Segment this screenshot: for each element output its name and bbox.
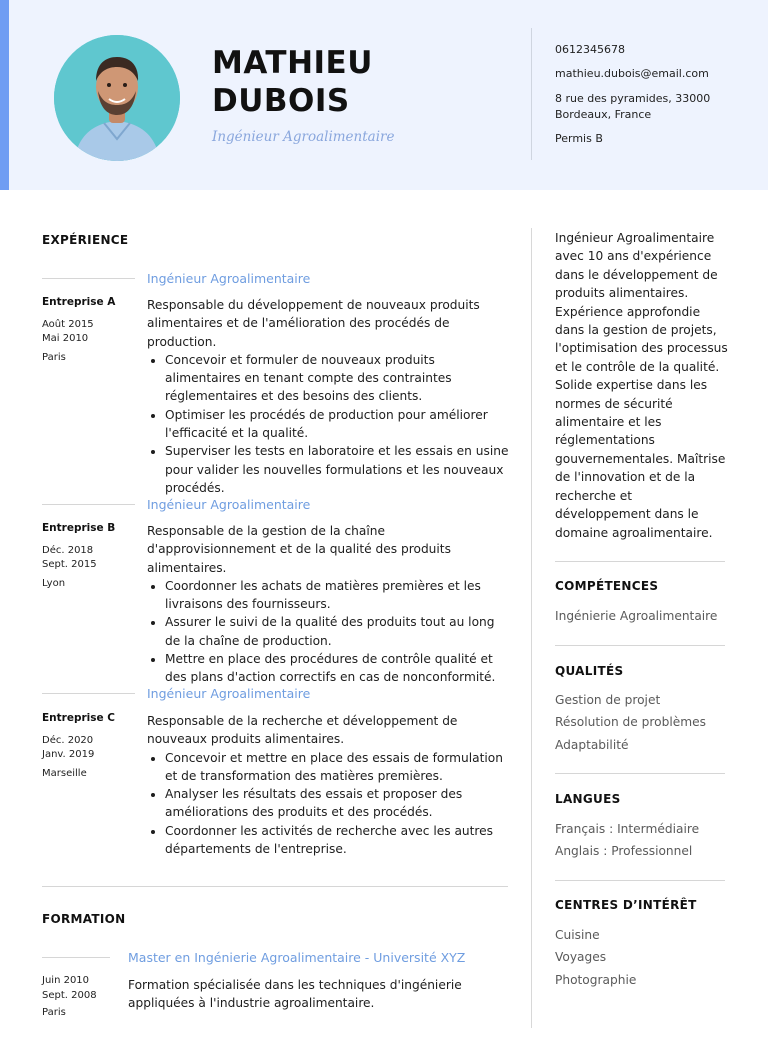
job-b-date-start: Sept. 2015 — [42, 559, 97, 570]
skills-rule — [555, 561, 725, 562]
job-a-bullet: • Optimiser les procédés de production pour améliorer l'efficacité et la qualité. — [165, 406, 512, 443]
education-heading: FORMATION — [42, 912, 126, 926]
job-a-bullets — [147, 351, 512, 497]
interest-item: Cuisine — [555, 928, 600, 942]
profile-summary: Ingénieur Agroalimentaire avec 10 ans d'expérience dans le développement de produits alimentaires. Expérience approfondie dans la gestion de projets, l'optimisation des processus et le contrôle de la qualité. Solide expertise dans les normes de sécurité alimentaire et les réglementations gouvernementales. Maîtrise de l'innovation et de la recherche et développement dans le domaine agroalimentaire. — [555, 231, 728, 540]
job-c-date-start: Janv. 2019 — [42, 749, 95, 760]
job-b-city: Lyon — [42, 578, 66, 589]
education-date-end: Juin 2010 — [42, 975, 90, 986]
job-a-bullet: • Superviser les tests en laboratoire et les essais en usine pour valider les nouvelles formulations et les nouveaux procédés. — [165, 442, 512, 497]
quality-item: Résolution de problèmes — [555, 715, 706, 729]
quality-item: Gestion de projet — [555, 693, 661, 707]
job-c-role: Ingénieur Agroalimentaire — [147, 686, 311, 701]
job-c-rule — [42, 693, 135, 694]
job-b-rule — [42, 504, 135, 505]
skills-heading: COMPÉTENCES — [555, 579, 659, 593]
languages-rule — [555, 773, 725, 774]
education-section-rule — [42, 886, 508, 887]
address-line-2: Bordeaux, France — [555, 108, 652, 121]
qualities-rule — [555, 645, 725, 646]
job-b-bullet: • Mettre en place des procédures de contrôle qualité et des plans d'action correctifs en cas de nonconformité. — [165, 650, 512, 687]
job-a-role: Ingénieur Agroalimentaire — [147, 271, 311, 286]
job-c-company: Entreprise C — [42, 712, 115, 724]
job-c-summary: Responsable de la recherche et développement de nouveaux produits alimentaires. — [147, 714, 458, 747]
job-a-description — [147, 296, 512, 497]
job-c-bullet: • Coordonner les activités de recherche avec les autres départements de l'entreprise. — [165, 822, 512, 859]
job-c-city: Marseille — [42, 768, 87, 779]
last-name: DUBOIS — [212, 83, 350, 119]
language-item: Anglais : Professionnel — [555, 844, 693, 858]
job-b-role: Ingénieur Agroalimentaire — [147, 497, 311, 512]
header-divider — [531, 28, 532, 160]
skill-item: Ingénierie Agroalimentaire — [555, 609, 718, 623]
education-rule — [42, 957, 110, 958]
accent-bar — [0, 0, 9, 190]
job-b-summary: Responsable de la gestion de la chaîne d'approvisionnement et de la qualité des produits alimentaires. — [147, 524, 451, 575]
interests-heading: CENTRES D’INTÉRÊT — [555, 898, 697, 912]
job-b-company: Entreprise B — [42, 522, 116, 534]
language-item: Français : Intermédiaire — [555, 822, 700, 836]
job-b-bullets — [147, 577, 512, 687]
job-b-date-end: Déc. 2018 — [42, 545, 94, 556]
candidate-name — [212, 44, 373, 120]
job-b-bullet: • Coordonner les achats de matières premières et les livraisons des fournisseurs. — [165, 577, 512, 614]
job-title: Ingénieur Agroalimentaire — [212, 129, 395, 145]
interest-item: Voyages — [555, 950, 607, 964]
education-city: Paris — [42, 1007, 66, 1018]
person-illustration — [54, 35, 180, 161]
address-line-1: 8 rue des pyramides, 33000 — [555, 92, 711, 105]
job-c-description — [147, 712, 512, 858]
job-a-bullet: • Concevoir et formuler de nouveaux produits alimentaires en tenant compte des contraintes réglementaires et des besoins des clients. — [165, 351, 512, 406]
education-degree: Master en Ingénierie Agroalimentaire - Université XYZ — [128, 950, 466, 965]
job-c-bullet: • Concevoir et mettre en place des essais de formulation et de transformation des matières premières. — [165, 749, 512, 786]
education-date-start: Sept. 2008 — [42, 990, 97, 1001]
job-a-summary: Responsable du développement de nouveaux produits alimentaires et de l'amélioration des procédés de production. — [147, 298, 480, 349]
profile-photo — [54, 35, 180, 161]
job-a-company: Entreprise A — [42, 296, 116, 308]
education-description: Formation spécialisée dans les techniques d'ingénierie appliquées à l'industrie agroalimentaire. — [128, 978, 462, 1011]
first-name: MATHIEU — [212, 45, 373, 81]
interests-rule — [555, 880, 725, 881]
job-a-city: Paris — [42, 352, 66, 363]
phone-number: 0612345678 — [555, 43, 625, 56]
qualities-heading: QUALITÉS — [555, 664, 624, 678]
languages-heading: LANGUES — [555, 792, 621, 806]
sidebar-divider — [531, 228, 532, 1028]
quality-item: Adaptabilité — [555, 738, 629, 752]
job-b-bullet: • Assurer le suivi de la qualité des produits tout au long de la chaîne de production. — [165, 613, 512, 650]
job-b-description — [147, 522, 512, 687]
driving-license: Permis B — [555, 132, 603, 145]
job-a-date-start: Mai 2010 — [42, 333, 89, 344]
interest-item: Photographie — [555, 973, 637, 987]
job-c-bullet: • Analyser les résultats des essais et proposer des améliorations des produits et des procédés. — [165, 785, 512, 822]
job-c-date-end: Déc. 2020 — [42, 735, 94, 746]
job-a-date-end: Août 2015 — [42, 319, 94, 330]
experience-heading: EXPÉRIENCE — [42, 233, 129, 247]
job-a-rule — [42, 278, 135, 279]
email-address: mathieu.dubois@email.com — [555, 67, 709, 80]
job-c-bullets — [147, 749, 512, 859]
